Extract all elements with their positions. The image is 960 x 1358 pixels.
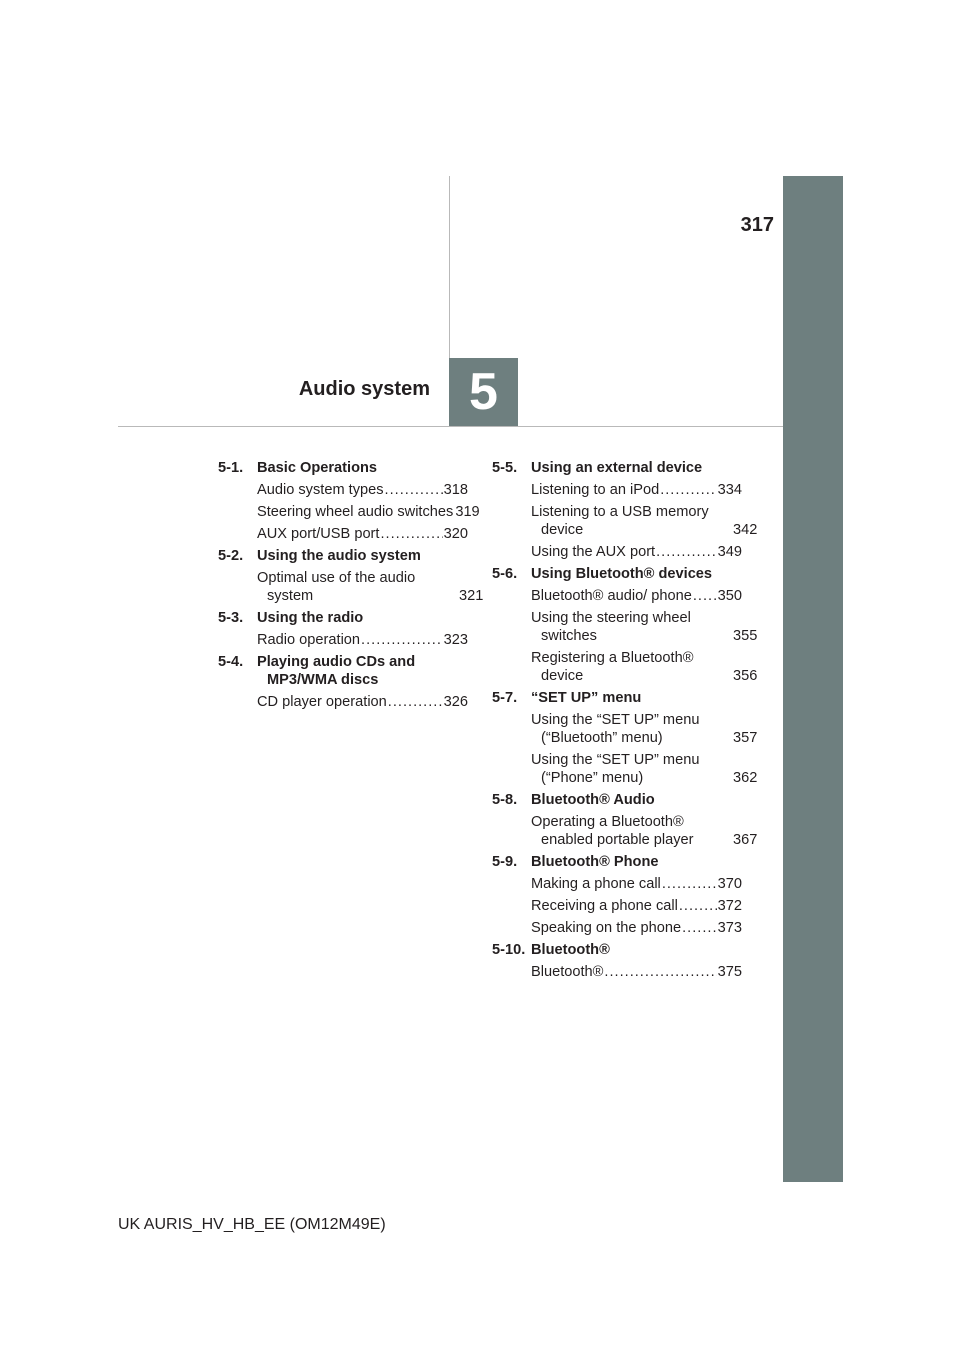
toc-entry-title[interactable]: Using the steering wheel switches [531, 610, 691, 644]
chapter-title: Audio system [298, 378, 430, 400]
toc-entry-page[interactable]: 355 [733, 628, 758, 644]
toc-entry-page[interactable]: 334 [717, 482, 742, 498]
toc-entry[interactable] [531, 813, 758, 849]
toc-entry-page[interactable]: 318 [443, 482, 468, 498]
section-title: Bluetooth® [531, 942, 610, 958]
page-number: 317 [740, 214, 774, 236]
section-heading [218, 609, 468, 627]
toc-entry-page[interactable]: 362 [733, 770, 758, 786]
toc-entry-page[interactable]: 350 [717, 588, 742, 604]
toc-entry[interactable] [531, 649, 758, 685]
section-entries [257, 481, 480, 543]
toc-entry-page[interactable]: 356 [733, 668, 758, 684]
toc-section [492, 459, 758, 561]
section-number: 5-1. [218, 460, 244, 476]
header-horizontal-rule [118, 426, 783, 427]
leader-dots [380, 525, 442, 543]
section-title: Using Bluetooth® devices [531, 566, 713, 582]
section-title: Using the audio system [257, 548, 421, 564]
toc-entry[interactable] [257, 503, 480, 521]
section-title: Bluetooth® Phone [531, 854, 659, 870]
section-title: Using the radio [257, 610, 364, 626]
toc-entry-title[interactable]: Listening to a USB memory device [531, 504, 709, 538]
section-number: 5-2. [218, 548, 244, 564]
section-heading [492, 791, 742, 809]
toc-entry-page[interactable]: 370 [717, 876, 742, 892]
toc-section [492, 565, 758, 685]
toc-entry-title[interactable]: Steering wheel audio switches [257, 504, 454, 520]
section-title: Playing audio CDs and MP3/WMA discs [257, 654, 416, 688]
toc-entry[interactable] [257, 693, 468, 711]
toc-entry[interactable] [531, 481, 742, 499]
toc-entry-page[interactable]: 319 [455, 504, 480, 520]
section-title: Using an external device [531, 460, 703, 476]
section-number: 5-4. [218, 654, 244, 670]
toc-entry-title[interactable]: Registering a Bluetooth® device [531, 650, 694, 684]
section-title: Basic Operations [257, 460, 378, 476]
section-number: 5-6. [492, 566, 518, 582]
section-heading [492, 853, 742, 871]
toc-entry-title[interactable]: Using the “SET UP” menu (“Phone” menu) [531, 752, 700, 786]
section-heading [218, 653, 468, 689]
toc-right-column [492, 459, 758, 985]
section-entries [257, 693, 468, 711]
toc-entry-title[interactable]: Radio operation [257, 632, 361, 648]
toc-entry-page[interactable]: 320 [443, 526, 468, 542]
footer-model-code: UK AURIS_HV_HB_EE (OM12M49E) [118, 1216, 386, 1233]
toc-section [218, 547, 484, 605]
toc-section [492, 689, 758, 787]
leader-dots [693, 587, 717, 605]
toc-section [492, 791, 758, 849]
toc-entry-page[interactable]: 349 [717, 544, 742, 560]
toc-entry-title[interactable]: Making a phone call [531, 876, 661, 892]
leader-dots [385, 481, 443, 499]
toc-entry-title[interactable]: Using the “SET UP” menu (“Bluetooth” menu) [531, 712, 700, 746]
section-number: 5-10. [492, 942, 526, 958]
section-heading [218, 547, 468, 565]
toc-entry[interactable] [531, 751, 758, 787]
leader-dots [679, 897, 717, 915]
toc-entry-page[interactable]: 367 [733, 832, 758, 848]
toc-entry[interactable] [257, 631, 468, 649]
toc-entry-page[interactable]: 375 [717, 964, 742, 980]
toc-entry-title[interactable]: Listening to an iPod [531, 482, 660, 498]
section-number: 5-5. [492, 460, 518, 476]
section-number: 5-8. [492, 792, 518, 808]
toc-entry-title[interactable]: Speaking on the phone [531, 920, 682, 936]
section-entries [531, 711, 758, 787]
section-heading [492, 689, 742, 707]
toc-entry-title[interactable]: Using the AUX port [531, 544, 656, 560]
toc-section [492, 853, 742, 937]
toc-entry-title[interactable]: Bluetooth® audio/ phone [531, 588, 692, 604]
chapter-number-box: 5 [449, 358, 518, 426]
toc-entry-page[interactable]: 357 [733, 730, 758, 746]
toc-entry[interactable] [257, 569, 484, 605]
toc-entry-title[interactable]: AUX port/USB port [257, 526, 380, 542]
toc-entry[interactable] [531, 897, 742, 915]
section-entries [531, 875, 742, 937]
leader-dots [361, 631, 443, 649]
toc-entry-page[interactable]: 342 [733, 522, 758, 538]
section-entries [257, 569, 484, 605]
toc-entry-title[interactable]: Optimal use of the audio system [257, 570, 416, 604]
section-number: 5-7. [492, 690, 518, 706]
leader-dots [604, 963, 716, 981]
leader-dots [388, 693, 443, 711]
section-title: Bluetooth® Audio [531, 792, 655, 808]
toc-entry-page[interactable]: 321 [459, 588, 484, 604]
toc-left-column [218, 459, 484, 715]
toc-entry-title[interactable]: Audio system types [257, 482, 384, 498]
toc-section [218, 609, 468, 649]
toc-entry-title[interactable]: Receiving a phone call [531, 898, 678, 914]
leader-dots [682, 919, 717, 937]
toc-entry-title[interactable]: CD player operation [257, 694, 387, 710]
toc-entry[interactable] [531, 963, 742, 981]
leader-dots [656, 543, 717, 561]
toc-entry-title[interactable]: Operating a Bluetooth® enabled portable player [531, 814, 694, 848]
section-number: 5-9. [492, 854, 518, 870]
toc-entry-page[interactable]: 372 [717, 898, 742, 914]
section-title: “SET UP” menu [531, 690, 642, 706]
toc-entry[interactable] [531, 711, 758, 747]
section-heading [492, 459, 742, 477]
section-entries [257, 631, 468, 649]
toc-entry-page[interactable]: 326 [443, 694, 468, 710]
toc-entry[interactable] [257, 525, 468, 543]
toc-entry-page[interactable]: 373 [717, 920, 742, 936]
section-heading [218, 459, 468, 477]
toc-entry[interactable] [531, 919, 742, 937]
toc-entry[interactable] [531, 543, 742, 561]
chapter-side-tab [783, 176, 843, 1182]
toc-section [218, 459, 480, 543]
toc-entry[interactable] [531, 503, 758, 539]
section-entries [531, 481, 758, 561]
toc-entry[interactable] [531, 609, 758, 645]
toc-entry[interactable] [531, 587, 742, 605]
section-entries [531, 813, 758, 849]
toc-entry[interactable] [257, 481, 468, 499]
section-heading [492, 565, 742, 583]
toc-entry-title[interactable]: Bluetooth® [531, 964, 604, 980]
toc-section [218, 653, 468, 711]
section-entries [531, 963, 742, 981]
toc-section [492, 941, 742, 981]
leader-dots [660, 481, 716, 499]
section-entries [531, 587, 758, 685]
toc-entry-page[interactable]: 323 [443, 632, 468, 648]
section-heading [492, 941, 742, 959]
section-number: 5-3. [218, 610, 244, 626]
toc-entry[interactable] [531, 875, 742, 893]
leader-dots [662, 875, 717, 893]
